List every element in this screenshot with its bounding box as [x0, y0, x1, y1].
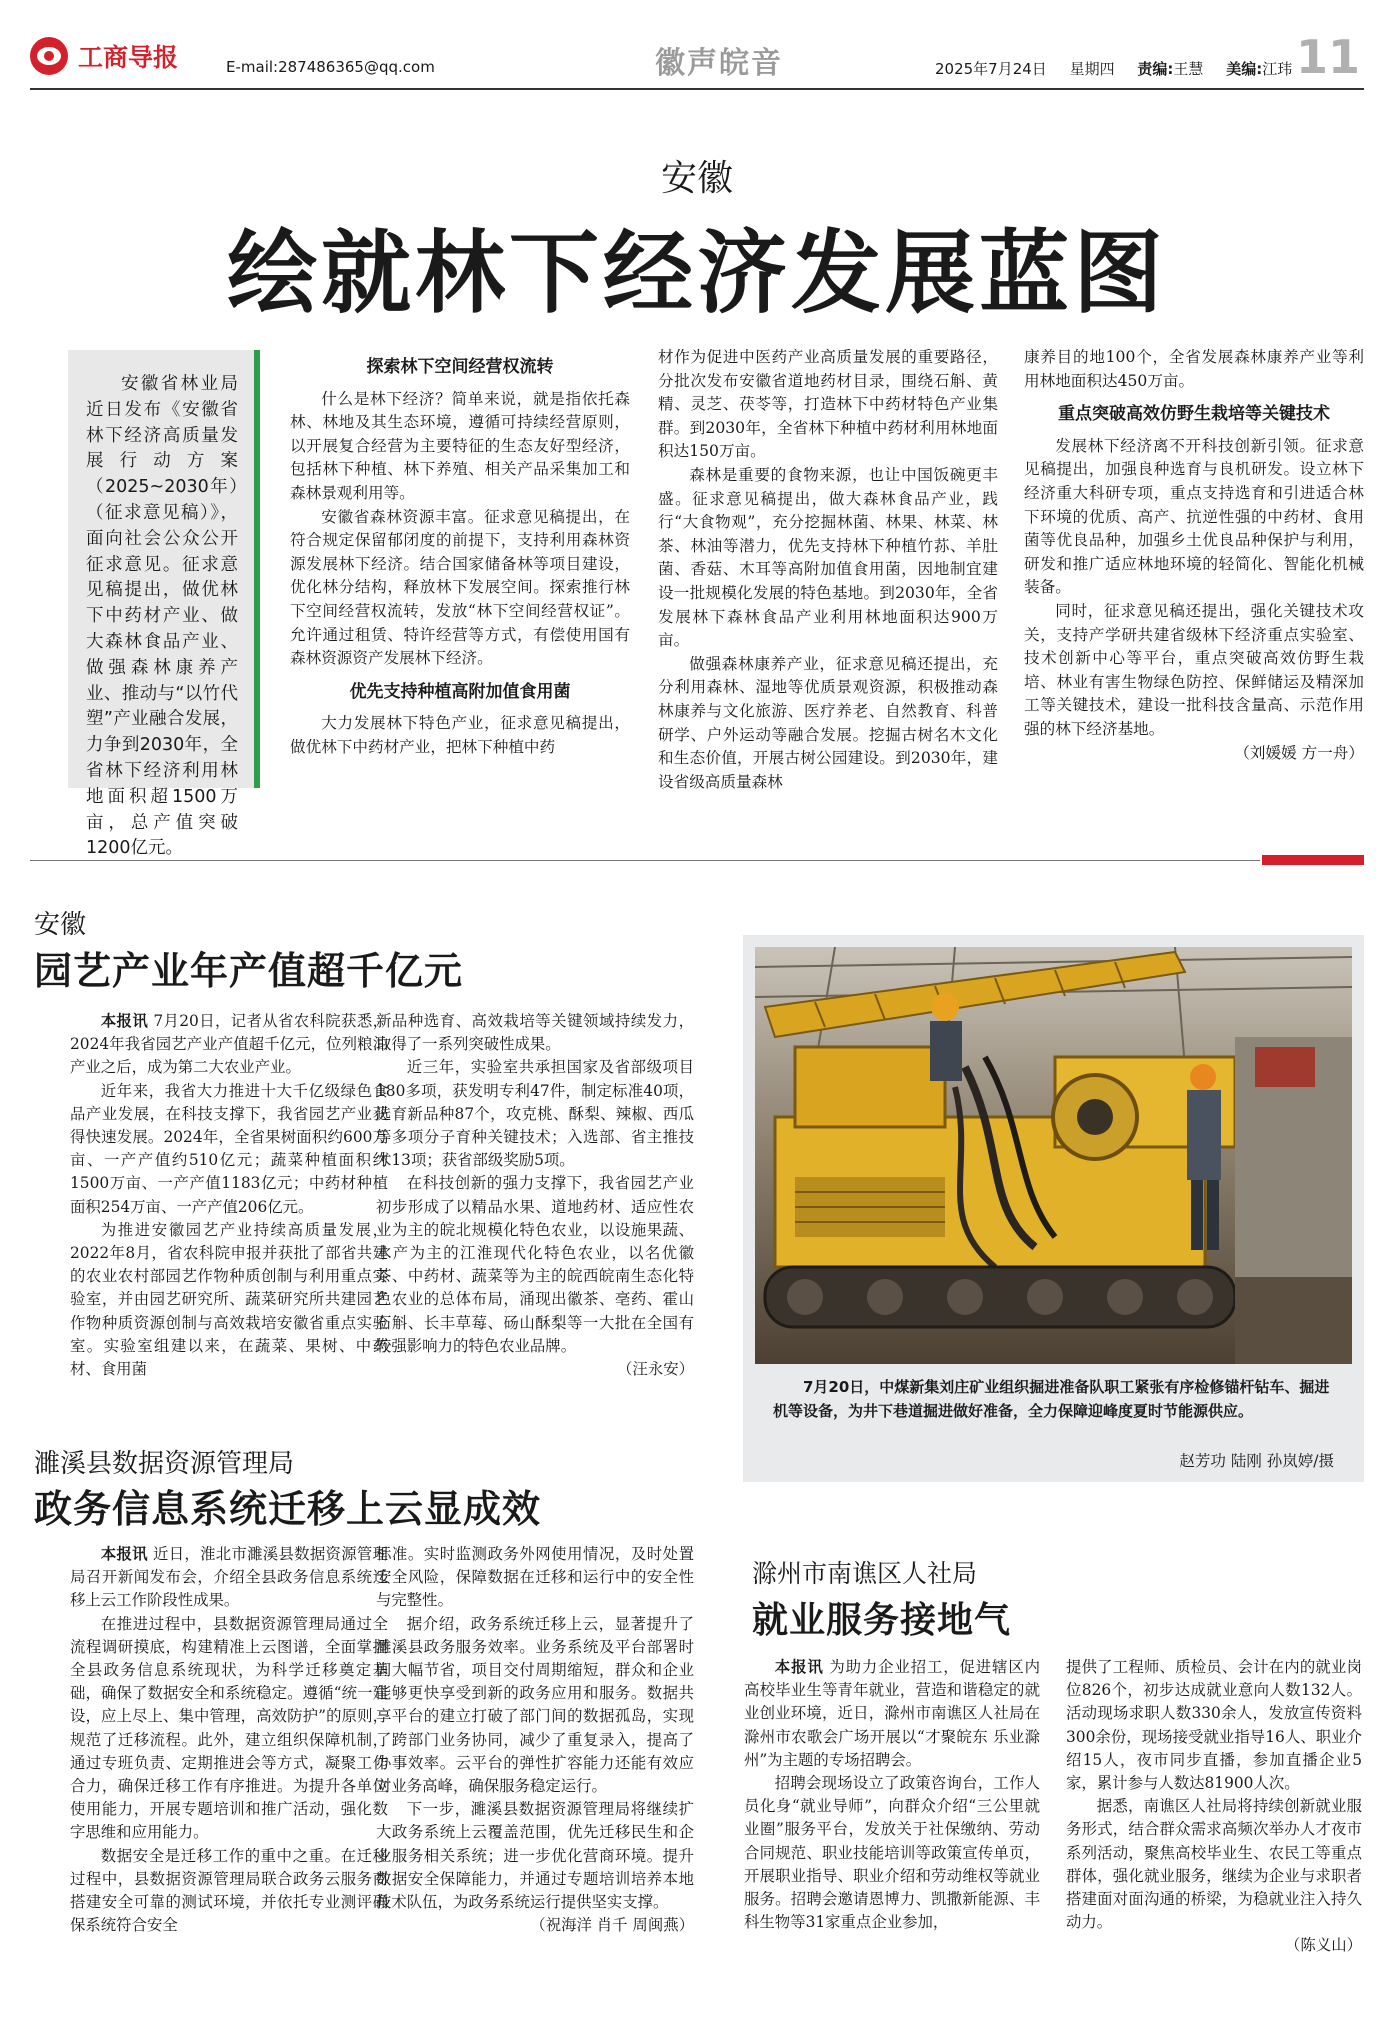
article3-kicker: 濉溪县数据资源管理局: [34, 1449, 295, 1479]
lead-column-1: [290, 350, 630, 760]
lead-byline: （刘媛媛 方一舟）: [1234, 743, 1364, 762]
editor-label: 责编:: [1137, 60, 1174, 78]
article2-lead-label: 本报讯: [100, 1012, 149, 1030]
lead-summary-box: [68, 350, 260, 859]
news-photo-box: [743, 935, 1364, 1482]
designer-credit: [1226, 60, 1292, 78]
article2-paragraph: 7月20日，记者从省农科院获悉，2024年我省园艺产业产值超千亿元，位列粮油产业之后，成为第二大农业产业。: [70, 1012, 388, 1077]
logo-text: 工商导报: [78, 43, 179, 72]
article3-paragraph: 在推进过程中，县数据资源管理局通过全流程调研摸底，构建精准上云图谱，全面掌握全县政务信息系统现状，为科学迁移奠定基础，确保了数据安全和系统稳定。遵循“统一建设，应上尽上、集中管理，高效防护”的原则，规范了迁移流程。此外，建立组织保障机制，通过专班负责、定期推进会等方式，凝聚工作合力，确保迁移工作有序推进。为提升各单位使用能力，开展专题培训和推广活动，强化数字思维和应用能力。: [70, 1614, 388, 1842]
masthead: [30, 30, 1364, 84]
article2-paragraph: 在科技创新的强力支撑下，我省园艺产业初步形成了以精品水果、道地药材、适应性农业为主的皖北规模化特色农业，以设施果蔬、水产为主的江淮现代化特色农业，以名优徽茶、中药材、蔬菜等为主的皖西皖南生态化特色农业的总体布局，涌现出徽茶、亳药、霍山石斛、长丰草莓、砀山酥梨等一大批在全国有较强影响力的特色农业品牌。: [376, 1174, 694, 1355]
article3-lead-label: 本报讯: [100, 1545, 148, 1563]
article4-kicker: 滁州市南谯区人社局: [752, 1559, 978, 1588]
article2-paragraph: 新品种选育、高效栽培等关键领域持续发力，取得了一系列突破性成果。: [376, 1012, 694, 1054]
lead-paragraph: 什么是林下经济？简单来说，就是指依托森林、林地及其生态环境，遵循可持续经营原则，以开展复合经营为主要特征的生态友好型经济，包括林下种植、林下养殖、相关产品采集加工和森林景观利用等。: [290, 389, 630, 502]
section-divider: [30, 860, 1260, 861]
eye-logo-icon: [30, 37, 68, 75]
lead-summary: 安徽省林业局近日发布《安徽省林下经济高质量发展行动方案（2025~2030年）（征求意见稿）》，面向社会公众公开征求意见。征求意见稿提出，做优林下中药材产业、做大森林食品产业、做强森林康养产业、推动与“以竹代塑”产业融合发展，力争到2030年，全省林下经济利用林地面积超1500万亩，总产值突破1200亿元。: [86, 374, 238, 859]
article4-byline: （陈义山）: [1285, 1936, 1362, 1955]
article4-column-2: [1066, 1656, 1362, 1958]
mining-equipment-photo[interactable]: [755, 947, 1352, 1364]
section-name: 徽声皖音: [655, 46, 783, 81]
article4-paragraph: 为助力企业招工，促进辖区内高校毕业生等青年就业，营造和谐稳定的就业创业环境，近日，滁州市南谯区人社局在滁州市农歌会广场开展以“才聚皖东 乐业滁州”为主题的专场招聘会。: [744, 1658, 1040, 1769]
article3-headline[interactable]: 政务信息系统迁移上云显成效: [34, 1487, 542, 1531]
article4-paragraph: 提供了工程师、质检员、会计在内的就业岗位826个，初步达成就业意向人数132人。活动现场求职人数330余人，发放宣传资料300余份，现场接受就业指导16人、职业介绍15人，夜市同步直播，参加直播企业5家，累计参与人数达81900人次。: [1066, 1658, 1362, 1793]
lead-paragraph: 安徽省森林资源丰富。征求意见稿提出，在符合规定保留郁闭度的前提下，支持利用森林资源发展林下经济。结合国家储备林等项目建设，优化林分结构，释放林下发展空间。探索推行林下空间经营权流转，发放“林下空间经营权证”。允许通过租赁、特许经营等方式，有偿使用国有森林资源资产发展林下经济。: [290, 507, 630, 668]
article2-paragraph: 为推进安徽园艺产业持续高质量发展，2022年8月，省农科院申报并获批了部省共建的农业农村部园艺作物种质创制与利用重点实验室，并由园艺研究所、蔬菜研究所共建园艺作物种质资源创制与高效栽培安徽省重点实验室。实验室组建以来，在蔬菜、果树、中药材、食用菌: [70, 1220, 388, 1379]
photo-illustration: [755, 947, 1352, 1364]
article3-byline: （祝海洋 肖千 周闽燕）: [530, 1916, 694, 1935]
page-number: 11: [1295, 30, 1360, 84]
article2-paragraph: 近年来，我省大力推进十大千亿级绿色食品产业发展，在科技支撑下，我省园艺产业获得快速发展。2024年，全省果树面积约600万亩、一产产值约510亿元；蔬菜种植面积约1500万亩、一产产值1183亿元；中药材种植面积254万亩、一产产值206亿元。: [70, 1081, 388, 1216]
article4-column-1: [744, 1656, 1040, 1934]
article3-paragraph: 近日，淮北市濉溪县数据资源管理局召开新闻发布会，介绍全县政务信息系统迁移上云工作阶段性成果。: [70, 1545, 388, 1610]
designer-label: 美编:: [1226, 60, 1263, 78]
issue-weekday: 星期四: [1069, 60, 1115, 78]
lead-paragraph: 同时，征求意见稿还提出，强化关键技术攻关，支持产学研共建省级林下经济重点实验室、技术创新中心等平台，重点突破高效仿野生栽培、林业有害生物绿色防控、保鲜储运及精深加工等关键技术，建设一批科技含量高、示范作用强的林下经济基地。: [1024, 601, 1364, 738]
email-address: E-mail:287486365@qq.com: [226, 58, 435, 76]
article4-paragraph: 招聘会现场设立了政策咨询台，工作人员化身“就业导师”，向群众介绍“三公里就业圈”服务平台，发放关于社保缴纳、劳动合同规范、职业技能培训等政策宣传单页，开展职业指导、职业介绍和劳动维权等就业服务。招聘会邀请恩博力、凯撒新能源、丰科生物等31家重点企业参加，: [744, 1774, 1040, 1932]
article2-headline[interactable]: 园艺产业年产值超千亿元: [34, 949, 464, 993]
issue-date: 2025年7月24日: [935, 60, 1047, 78]
header-rule: [30, 88, 1364, 90]
lead-paragraph: 大力发展林下特色产业，征求意见稿提出，做优林下中药材产业，把林下种植中药: [290, 714, 630, 756]
photo-caption: 7月20日，中煤新集刘庄矿业组织掘进准备队职工紧张有序检修锚杆钻车、掘进机等设备，为井下巷道掘进做好准备，全力保障迎峰度夏时节能源供应。: [773, 1378, 1330, 1420]
article3-column-1: [70, 1543, 388, 1937]
lead-kicker: 安徽: [660, 158, 733, 199]
publication-info: [935, 58, 1310, 79]
article3-column-2: [376, 1543, 694, 1937]
newspaper-logo[interactable]: [30, 36, 178, 76]
lead-column-2: [658, 346, 998, 794]
editor-credit: [1137, 60, 1203, 78]
article3-paragraph: 据介绍，政务系统迁移上云，显著提升了濉溪县政务服务效率。业务系统及平台部署时间大幅节省，项目交付周期缩短，群众和企业能够更快享受到新的政务应用和服务。数据共享平台的建立打破了部门间的数据孤岛，实现了跨部门业务协同，减少了重复录入，提高了办事效率。云平台的弹性扩容能力还能有效应对业务高峰，确保服务稳定运行。: [376, 1614, 694, 1796]
article3-paragraph: 下一步，濉溪县数据资源管理局将继续扩大政务系统上云覆盖范围，优先迁移民生和企业服务相关系统；进一步优化营商环境。提升数据安全保障能力，并通过专题培训培养本地技术队伍，为政务系统运行提供坚实支撑。: [376, 1800, 694, 1912]
article4-paragraph: 据悉，南谯区人社局将持续创新就业服务形式，结合群众需求高频次举办人才夜市系列活动，聚焦高校毕业生、农民工等重点群体，强化就业服务，继续为企业与求职者搭建面对面沟通的桥梁，为稳就业注入持久动力。: [1066, 1797, 1362, 1932]
lead-paragraph: 发展林下经济离不开科技创新引领。征求意见稿提出，加强良种选育与良机研发。设立林下经济重大科研专项，重点支持选育和引进适合林下环境的优质、高产、抗逆性强的中药材、食用菌等优良品种，加强乡土优良品种保护与利用，研发和推广适应林地环境的轻简化、智能化机械装备。: [1024, 436, 1364, 597]
lead-column-3: [1024, 346, 1364, 765]
article3-paragraph: 标准。实时监测政务外网使用情况，及时处置安全风险，保障数据在迁移和运行中的安全性与完整性。: [376, 1545, 694, 1610]
designer-name: 江玮: [1262, 60, 1293, 78]
article4-lead-label: 本报讯: [774, 1658, 824, 1676]
editor-name: 王慧: [1173, 60, 1204, 78]
lead-subheading-3: 重点突破高效仿野生栽培等关键技术: [1058, 404, 1330, 425]
section-divider-accent: [1262, 855, 1364, 865]
lead-paragraph: 做强森林康养产业，征求意见稿还提出，充分利用森林、湿地等优质景观资源，积极推动森林康养与文化旅游、医疗养老、自然教育、科普研学、户外运动等融合发展。挖掘古树名木文化和生态价值，开展古树公园建设。到2030年，建设省级高质量森林: [658, 654, 998, 791]
lead-paragraph: 康养目的地100个，全省发展森林康养产业等利用林地面积达450万亩。: [1024, 348, 1364, 390]
lead-subheading-2: 优先支持种植高附加值食用菌: [349, 681, 571, 702]
article2-kicker: 安徽: [34, 910, 87, 940]
lead-headline[interactable]: 绘就林下经济发展蓝图: [227, 221, 1167, 326]
lead-paragraph: 森林是重要的食物来源，也让中国饭碗更丰盛。征求意见稿提出，做大森林食品产业，践行“大食物观”，充分挖掘林菌、林果、林菜、林茶、林油等潜力，优先支持林下种植竹荪、羊肚菌、香菇、木耳等高附加值食用菌，因地制宜建设一批规模化发展的特色基地。到2030年，全省发展林下森林食品产业利用林地面积达900万亩。: [658, 465, 998, 650]
article2-paragraph: 近三年，实验室共承担国家及省部级项目180多项，获发明专利47件，制定标准40项，选育新品种87个，攻克桃、酥梨、辣椒、西瓜等多项分子育种关键技术；入选部、省主推技术13项；获省部级奖励5项。: [376, 1058, 694, 1170]
photo-credit: 赵芳功 陆刚 孙岚婷/摄: [1179, 1452, 1334, 1470]
article4-headline[interactable]: 就业服务接地气: [752, 1600, 1012, 1641]
lead-paragraph: 材作为促进中医药产业高质量发展的重要路径，分批次发布安徽省道地药材目录，围绕石斛、黄精、灵芝、茯苓等，打造林下中药材特色产业集群。到2030年，全省林下种植中药材利用林地面积达150万亩。: [658, 348, 998, 461]
article2-column-2: [376, 1010, 694, 1381]
article3-paragraph: 数据安全是迁移工作的重中之重。在迁移过程中，县数据资源管理局联合政务云服务商搭建安全可靠的测试环境，并依托专业测评确保系统符合安全: [70, 1846, 388, 1935]
lead-subheading-1: 探索林下空间经营权流转: [366, 357, 554, 377]
article2-column-1: [70, 1010, 388, 1381]
article2-byline: （汪永安）: [617, 1360, 694, 1379]
